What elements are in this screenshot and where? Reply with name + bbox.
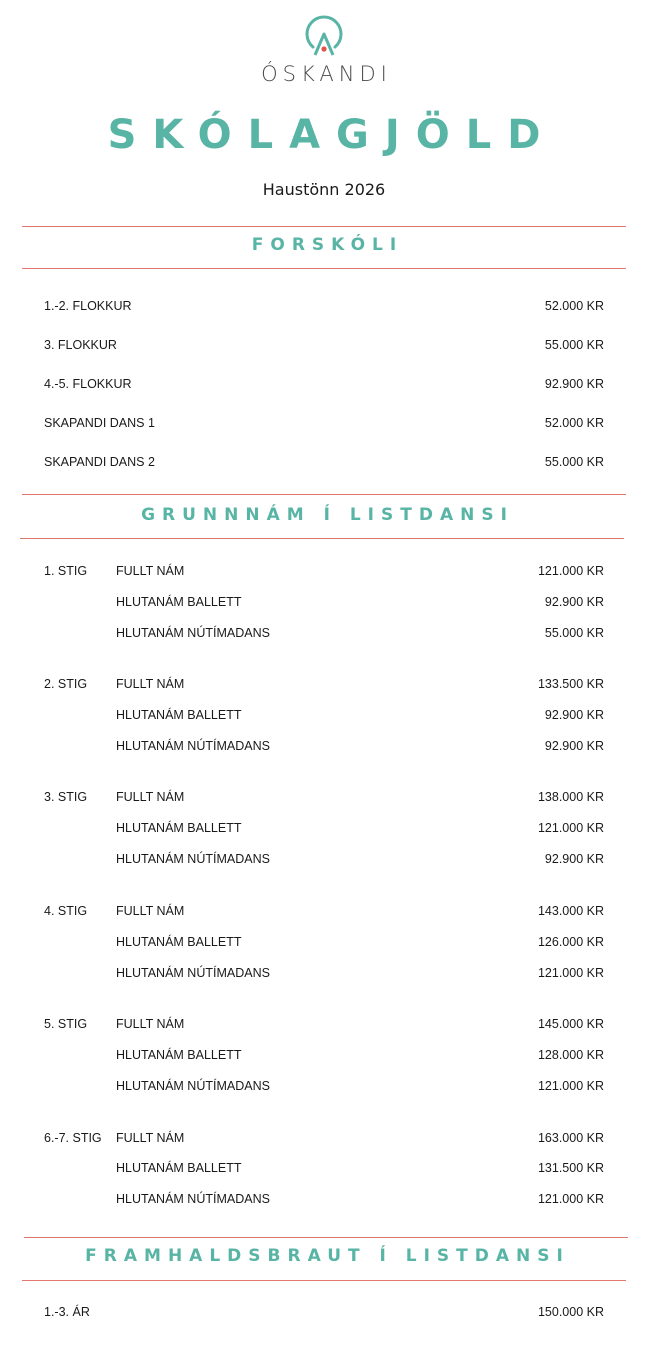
row-label: FULLT NÁM (116, 790, 185, 804)
price-row (44, 593, 604, 611)
page-title: SKÓLAGJÖLD (107, 112, 557, 158)
price-row (44, 1190, 604, 1208)
row-label: HLUTANÁM NÚTÍMADANS (116, 852, 270, 866)
price-row (44, 902, 604, 920)
row-price: 126.000 KR (537, 935, 604, 949)
row-price: 121.000 KR (537, 821, 604, 835)
level-label: 5. STIG (44, 1017, 88, 1031)
row-label: SKAPANDI DANS 2 (44, 455, 155, 469)
price-row (44, 1159, 604, 1177)
row-label: HLUTANÁM BALLETT (116, 1161, 242, 1175)
price-row (44, 453, 604, 471)
row-price: 133.500 KR (537, 677, 604, 691)
row-price: 55.000 KR (544, 455, 604, 469)
row-label: FULLT NÁM (116, 1017, 185, 1031)
price-row (44, 737, 604, 755)
price-row (44, 414, 604, 432)
row-label: FULLT NÁM (116, 564, 185, 578)
row-label: HLUTANÁM NÚTÍMADANS (116, 966, 270, 980)
level-label: 2. STIG (44, 677, 88, 691)
row-price: 55.000 KR (544, 338, 604, 352)
section-title-forskoli: FORSKÓLI (251, 235, 404, 255)
row-label: HLUTANÁM BALLETT (116, 708, 242, 722)
row-price: 121.000 KR (537, 1192, 604, 1206)
section-divider (22, 226, 626, 227)
level-label: 3. STIG (44, 790, 88, 804)
row-price: 145.000 KR (537, 1017, 604, 1031)
section-title-grunnnam: GRUNNNÁM Í LISTDANSI (141, 505, 514, 525)
price-row (44, 297, 604, 315)
price-row (44, 675, 604, 693)
row-price: 92.900 KR (544, 708, 604, 722)
row-price: 138.000 KR (537, 790, 604, 804)
price-row (44, 933, 604, 951)
row-price: 128.000 KR (537, 1048, 604, 1062)
level-label: 1. STIG (44, 564, 88, 578)
level-label: 6.-7. STIG (44, 1131, 102, 1145)
row-price: 92.900 KR (544, 739, 604, 753)
row-label: 1.-3. ÁR (44, 1305, 90, 1319)
row-price: 121.000 KR (537, 564, 604, 578)
row-price: 92.900 KR (544, 595, 604, 609)
row-price: 163.000 KR (537, 1131, 604, 1145)
price-row (44, 819, 604, 837)
price-row (44, 375, 604, 393)
row-price: 92.900 KR (544, 377, 604, 391)
price-row (44, 1303, 604, 1321)
brand-name: ÓSKANDI (261, 62, 392, 86)
row-label: HLUTANÁM NÚTÍMADANS (116, 1079, 270, 1093)
price-row (44, 706, 604, 724)
price-row (44, 1015, 604, 1033)
row-label: SKAPANDI DANS 1 (44, 416, 155, 430)
row-label: 3. FLOKKUR (44, 338, 117, 352)
section-title-framhald: FRAMHALDSBRAUT Í LISTDANSI (85, 1246, 570, 1266)
price-row (44, 562, 604, 580)
row-label: FULLT NÁM (116, 677, 185, 691)
page-subtitle: Haustönn 2026 (262, 180, 386, 199)
price-row (44, 336, 604, 354)
section-divider (20, 538, 624, 539)
price-row (44, 850, 604, 868)
row-label: HLUTANÁM BALLETT (116, 821, 242, 835)
price-row (44, 788, 604, 806)
row-price: 150.000 KR (537, 1305, 604, 1319)
row-price: 52.000 KR (544, 416, 604, 430)
row-price: 121.000 KR (537, 1079, 604, 1093)
level-label: 4. STIG (44, 904, 88, 918)
price-row (44, 624, 604, 642)
section-divider (24, 1237, 628, 1238)
row-price: 52.000 KR (544, 299, 604, 313)
row-price: 92.900 KR (544, 852, 604, 866)
row-label: HLUTANÁM BALLETT (116, 1048, 242, 1062)
row-label: 1.-2. FLOKKUR (44, 299, 132, 313)
row-label: HLUTANÁM BALLETT (116, 595, 242, 609)
section-divider (22, 494, 626, 495)
row-price: 121.000 KR (537, 966, 604, 980)
row-label: 4.-5. FLOKKUR (44, 377, 132, 391)
row-label: FULLT NÁM (116, 904, 185, 918)
row-price: 143.000 KR (537, 904, 604, 918)
price-row (44, 964, 604, 982)
row-label: FULLT NÁM (116, 1131, 185, 1145)
row-label: HLUTANÁM BALLETT (116, 935, 242, 949)
price-row (44, 1046, 604, 1064)
price-row (44, 1077, 604, 1095)
section-divider (22, 268, 626, 269)
row-label: HLUTANÁM NÚTÍMADANS (116, 626, 270, 640)
row-label: HLUTANÁM NÚTÍMADANS (116, 739, 270, 753)
circle-a-logo-icon (304, 14, 344, 56)
row-price: 55.000 KR (544, 626, 604, 640)
row-price: 131.500 KR (537, 1161, 604, 1175)
price-row (44, 1129, 604, 1147)
row-label: HLUTANÁM NÚTÍMADANS (116, 1192, 270, 1206)
section-divider (22, 1280, 626, 1281)
